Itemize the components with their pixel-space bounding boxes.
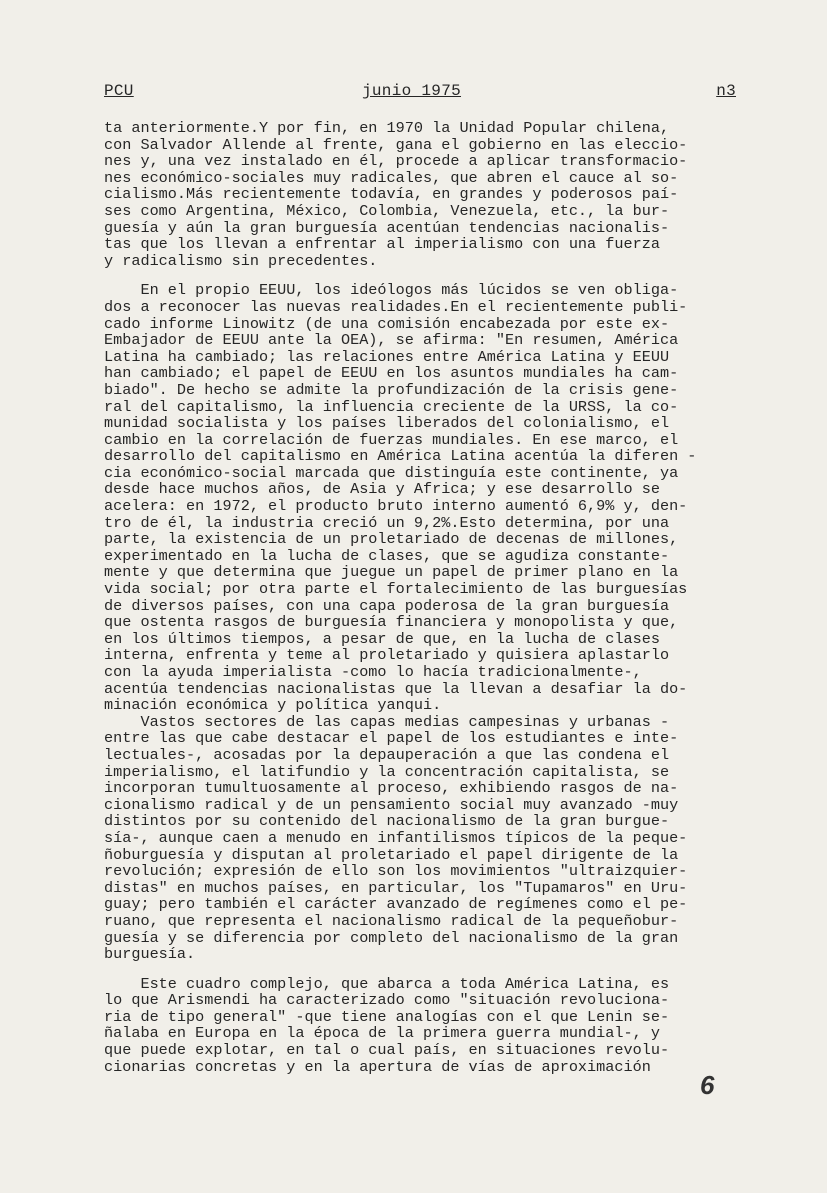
paragraph	[104, 976, 764, 1076]
text-line: ñalaba en Europa en la época de la primera guerra mundial-, y	[104, 1024, 660, 1043]
text-line: desde hace muchos años, de Asia y Africa; y ese desarrollo se	[104, 480, 660, 499]
text-line: imperialismo, el latifundio y la concentración capitalista, se	[104, 762, 670, 781]
text-line: munidad socialista y los países liberados del colonialismo, el	[104, 414, 670, 433]
body-text	[104, 120, 764, 1088]
text-line: tro de él, la industria creció un 9,2%.Esto determina, por una	[104, 513, 670, 532]
text-line: con Salvador Allende al frente, gana el gobierno en las eleccio-	[104, 135, 688, 154]
text-line: parte, la existencia de un proletariado de decenas de millones,	[104, 530, 679, 549]
text-line: minación económica y política yanqui.	[104, 696, 442, 715]
text-line: han cambiado; el papel de EEUU en los asuntos mundiales ha cam-	[104, 364, 679, 383]
text-line: ñoburguesía y disputan al proletariado el papel dirigente de la	[104, 845, 679, 864]
text-line: lectuales-, acosadas por la depauperación a que las condena el	[104, 745, 670, 764]
text-line: y radicalismo sin precedentes.	[104, 251, 378, 270]
page-header	[104, 80, 736, 102]
text-line: nes y, una vez instalado en él, procede a aplicar transformacio-	[104, 152, 688, 171]
text-line: con la ayuda imperialista -como lo hacía tradicionalmente-,	[104, 663, 642, 681]
text-line: cialismo.Más recientemente todavía, en grandes y poderosos paí-	[104, 185, 679, 204]
text-line: interna, enfrenta y teme al proletariado y quisiera aplastarlo	[104, 646, 670, 665]
text-line: burguesía.	[104, 945, 196, 964]
text-line: mente y que determina que juegue un papel de primer plano en la	[104, 563, 679, 582]
text-line: incorporan tumultuosamente al proceso, exhibiendo rasgos de na-	[104, 779, 679, 798]
text-line: ruano, que representa el nacionalismo radical de la pequeñobur-	[104, 911, 679, 930]
text-line: cambio en la correlación de fuerzas mundiales. En ese marco, el	[104, 430, 679, 449]
text-line: tas que los llevan a enfrentar al imperialismo con una fuerza	[104, 235, 660, 254]
text-line: desarrollo del capitalismo en América Latina acentúa la diferen -	[104, 447, 697, 466]
text-line: dos a reconocer las nuevas realidades.En el recientemente publi-	[104, 297, 688, 316]
header-issue-number: n3	[716, 82, 736, 100]
text-line: lo que Arismendi ha caracterizado como "situación revoluciona-	[104, 991, 670, 1010]
paragraph	[104, 282, 764, 713]
paragraph	[104, 714, 764, 963]
text-line: cado informe Linowitz (de una comisión encabezada por este ex-	[104, 314, 670, 333]
text-line: que ostenta rasgos de burguesía financiera y monopolista y que,	[104, 613, 679, 632]
text-line: distintos por su contenido del nacionalismo de la gran burgue-	[104, 812, 670, 831]
paragraph	[104, 120, 764, 269]
text-line: En el propio EEUU, los ideólogos más lúcidos se ven obliga-	[104, 281, 679, 300]
text-line: sía-, aunque caen a menudo en infantilismos típicos de la peque-	[104, 828, 688, 847]
text-line: guesía y se diferencia por completo del nacionalismo de la gran	[104, 928, 679, 947]
text-line: distas" en muchos países, en particular, los "Tupamaros" en Uru-	[104, 878, 688, 897]
text-line: acelera: en 1972, el producto bruto interno aumentó 6,9% y, den-	[104, 497, 688, 516]
text-line: experimentado en la lucha de clases, que se agudiza constante-	[104, 546, 670, 565]
text-line: Vastos sectores de las capas medias campesinas y urbanas -	[104, 712, 670, 731]
text-line: cia económico-social marcada que distinguía este continente, ya	[104, 463, 679, 482]
text-line: en los últimos tiempos, a pesar de que, en la lucha de clases	[104, 629, 660, 648]
header-date: junio 1975	[362, 82, 462, 100]
text-line: cionalismo radical y de un pensamiento social muy avanzado -muy	[104, 795, 679, 814]
page-number: 6	[700, 1070, 715, 1100]
text-line: acentúa tendencias nacionalistas que la llevan a desafiar la do-	[104, 679, 688, 698]
text-line: revolución; expresión de ello son los movimientos "ultraizquier-	[104, 862, 688, 881]
text-line: que puede explotar, en tal o cual país, en situaciones revolu-	[104, 1041, 670, 1060]
text-line: Este cuadro complejo, que abarca a toda América Latina, es	[104, 974, 670, 993]
text-line: ria de tipo general" -que tiene analogías con el que Lenin se-	[104, 1007, 670, 1026]
header-publication: PCU	[104, 82, 134, 100]
text-line: Latina ha cambiado; las relaciones entre América Latina y EEUU	[104, 347, 670, 366]
text-line: de diversos países, con una capa poderosa de la gran burguesía	[104, 596, 670, 615]
text-line: cionarias concretas y en la apertura de vías de aproximación	[104, 1057, 651, 1076]
text-line: Embajador de EEUU ante la OEA), se afirma: "En resumen, América	[104, 331, 679, 350]
text-line: nes económico-sociales muy radicales, que abren el cauce al so-	[104, 168, 679, 187]
text-line: guay; pero también el carácter avanzado de regímenes como el pe-	[104, 895, 688, 914]
text-line: biado". De hecho se admite la profundización de la crisis gene-	[104, 380, 679, 399]
text-line: entre las que cabe destacar el papel de los estudiantes e inte-	[104, 729, 679, 748]
text-line: ses como Argentina, México, Colombia, Venezuela, etc., la bur-	[104, 201, 670, 220]
text-line: guesía y aún la gran burguesía acentúan tendencias nacionalis-	[104, 218, 670, 237]
text-line: ral del capitalismo, la influencia creciente de la URSS, la co-	[104, 397, 679, 416]
text-line: ta anteriormente.Y por fin, en 1970 la Unidad Popular chilena,	[104, 119, 670, 137]
text-line: vida social; por otra parte el fortalecimiento de las burguesías	[104, 580, 688, 599]
